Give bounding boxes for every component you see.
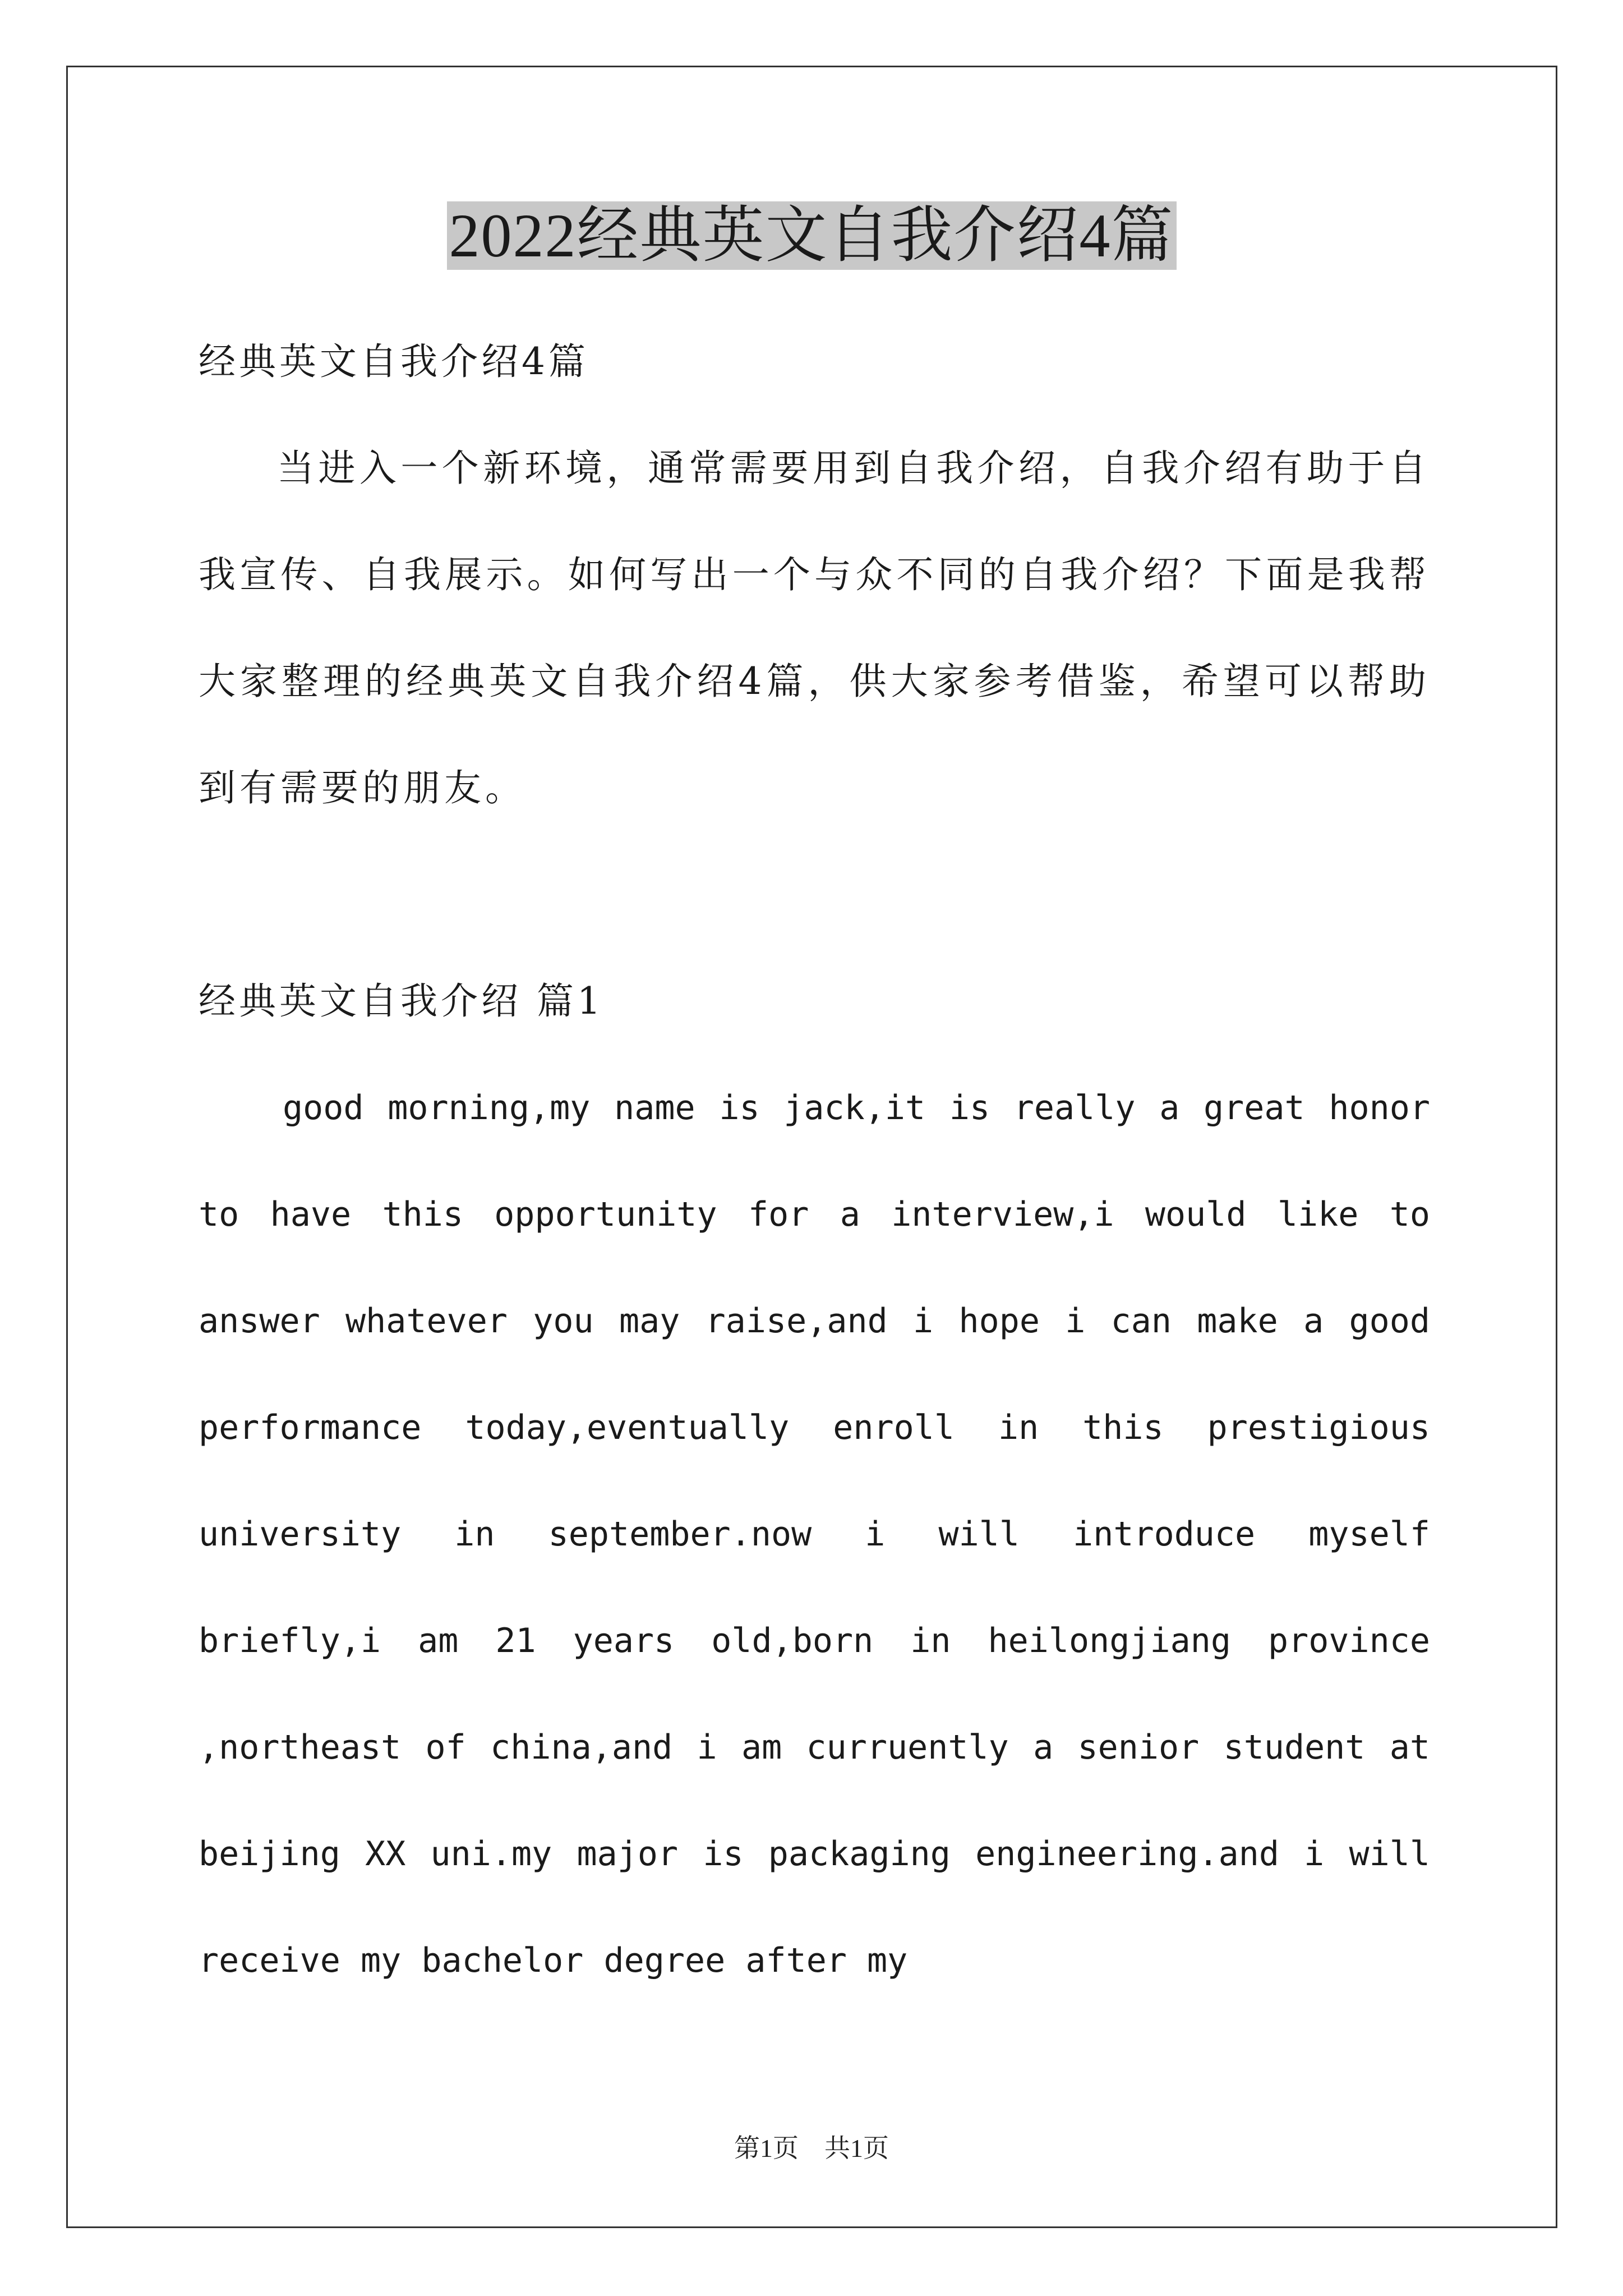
section-heading: 经典英文自我介绍 篇1: [199, 979, 604, 1023]
document-subtitle: 经典英文自我介绍4篇: [199, 340, 589, 383]
section-spacer: [199, 841, 1430, 948]
document-title: [0, 196, 1623, 275]
section-body-paragraph: good morning,my name is jack,it is really a great honor to have this opportunity for a interview,i would like to answer whatever you may raise,and i hope i can make a good performance today,eventually enroll in this prestigious university in september.now i will introduce myself briefly,i am 21 years old,born in heilongjiang province ,northeast of china,and i am curruently a senior student at beijing XX uni.my major is packaging engineering.and i will receive my bachelor degree after my: [199, 1088, 1430, 1980]
document-body: [199, 309, 1430, 2014]
intro-paragraph: 当进入一个新环境，通常需要用到自我介绍，自我介绍有助于自我宣传、自我展示。如何写出一个与众不同的自我介绍？下面是我帮大家整理的经典英文自我介绍4篇，供大家参考借鉴，希望可以帮助到有需要的朋友。: [199, 447, 1430, 809]
page-footer: 第1页 共1页: [734, 2134, 889, 2162]
document-title-text: 2022经典英文自我介绍4篇: [447, 201, 1177, 270]
